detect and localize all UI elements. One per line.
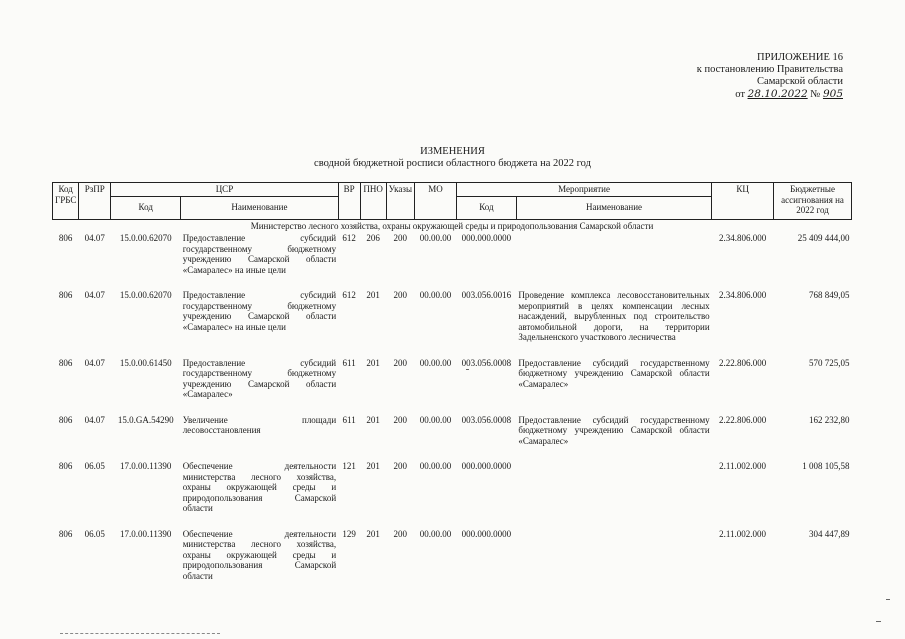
header-grbs: Код ГРБС <box>53 183 79 220</box>
csr-name-cell: Предоставление субсидий государственному бюджетному учреждению Самарской области «Самаралес» на иные цели <box>182 233 337 275</box>
amount-cell: 25 409 444,00 <box>797 233 850 243</box>
mo-cell: 00.00.00 <box>419 414 452 425</box>
rzpr-cell: 06.05 <box>84 528 105 539</box>
event-code-cell: 003.056.0016 <box>461 290 512 300</box>
event-code-cell: 000.000.0000 <box>461 233 512 243</box>
handwritten-date: 28.10.2022 <box>747 88 808 100</box>
grbs-cell: 806 <box>58 290 73 300</box>
csr-code-cell: 15.0.00.61450 <box>119 357 172 368</box>
changes-table <box>52 182 852 595</box>
table-row <box>53 414 852 461</box>
table-body <box>53 232 852 595</box>
event-name-cell <box>516 232 711 289</box>
header-rzpr: РзПР <box>79 183 111 220</box>
vr-cell: 611 <box>342 414 356 425</box>
document-title <box>0 146 905 170</box>
scan-speck <box>876 621 881 622</box>
amount-cell: 570 725,05 <box>809 357 850 368</box>
table-row <box>53 289 852 357</box>
amount-cell: 768 849,05 <box>809 290 850 300</box>
header-pno: ПНО <box>360 183 386 220</box>
header-csr-code: Код <box>111 196 181 219</box>
ministry-row <box>53 219 852 232</box>
grbs-cell: 806 <box>58 528 73 539</box>
grbs-cell: 806 <box>58 461 73 471</box>
ukazy-cell: 200 <box>393 414 408 425</box>
header-csr-name: Наименование <box>181 196 338 219</box>
table-row <box>53 357 852 414</box>
rzpr-cell: 04.07 <box>84 290 105 300</box>
csr-name-cell: Предоставление субсидий государственному бюджетному учреждению Самарской области «Самаралес» на иные цели <box>182 290 337 332</box>
pno-cell: 201 <box>366 461 380 471</box>
ukazy-cell: 200 <box>393 290 408 300</box>
csr-name-cell: Обеспечение деятельности министерства лесного хозяйства, охраны окружающей среды и природопользования Самарской области <box>182 528 337 581</box>
appendix-line: Самарской области <box>757 76 843 87</box>
event-name-cell <box>516 460 711 528</box>
appendix-line: к постановлению Правительства <box>696 64 843 75</box>
pno-cell: 201 <box>366 290 380 300</box>
csr-name-cell: Обеспечение деятельности министерства лесного хозяйства, охраны окружающей среды и природопользования Самарской области <box>182 461 337 513</box>
header-kc: КЦ <box>712 183 774 220</box>
header-event: Мероприятие <box>456 183 711 197</box>
header-budget: Бюджетные ассигнования на 2022 год <box>774 183 852 220</box>
ukazy-cell: 200 <box>393 233 408 243</box>
scan-artifact <box>60 633 220 638</box>
grbs-cell: 806 <box>58 357 73 368</box>
appendix-title: ПРИЛОЖЕНИЕ 16 <box>757 52 843 63</box>
event-code-cell: 003.056.0008 <box>461 357 512 368</box>
rzpr-cell: 06.05 <box>84 461 105 471</box>
vr-cell: 611 <box>342 357 356 368</box>
csr-code-cell: 15.0.00.62070 <box>119 233 172 243</box>
csr-name-cell: Увеличение площади лесовосстановления <box>182 414 337 435</box>
pno-cell: 201 <box>366 357 380 368</box>
header-row <box>53 183 852 197</box>
vr-cell: 612 <box>342 233 356 243</box>
csr-code-cell: 17.0.00.11390 <box>120 461 172 471</box>
table-row <box>53 460 852 528</box>
ukazy-cell: 200 <box>393 461 408 471</box>
event-name-cell <box>516 528 711 596</box>
kc-cell: 2.22.806.000 <box>718 414 767 425</box>
title-subheading: сводной бюджетной росписи областного бюджета на 2022 год <box>314 158 591 169</box>
kc-cell: 2.34.806.000 <box>718 233 767 243</box>
scan-speck <box>466 369 469 370</box>
kc-cell: 2.11.002.000 <box>719 461 767 471</box>
rzpr-cell: 04.07 <box>84 357 105 368</box>
amount-cell: 162 232,80 <box>809 414 850 425</box>
table-row <box>53 528 852 596</box>
date-prefix: от <box>735 89 745 100</box>
header-event-name: Наименование <box>516 196 711 219</box>
table-row <box>53 232 852 289</box>
vr-cell: 121 <box>342 461 356 471</box>
kc-cell: 2.22.806.000 <box>718 357 767 368</box>
header-csr: ЦСР <box>111 183 338 197</box>
mo-cell: 00.00.00 <box>419 290 452 300</box>
ukazy-cell: 200 <box>393 357 408 368</box>
event-name-cell: Предоставление субсидий государственному бюджетному учреждению Самарской области «Самаралес» <box>518 414 710 446</box>
csr-code-cell: 15.0.GA.54290 <box>117 414 174 425</box>
csr-name-cell: Предоставление субсидий государственному бюджетному учреждению Самарской области «Самаралес» <box>182 357 337 399</box>
header-event-code: Код <box>456 196 516 219</box>
rzpr-cell: 04.07 <box>84 233 105 243</box>
appendix-date-line <box>697 88 843 101</box>
number-prefix: № <box>810 89 821 100</box>
pno-cell: 206 <box>366 233 380 243</box>
event-code-cell: 003.056.0008 <box>461 414 512 425</box>
mo-cell: 00.00.00 <box>419 461 452 471</box>
kc-cell: 2.11.002.000 <box>719 528 767 539</box>
scan-speck <box>886 599 890 600</box>
appendix-block <box>697 52 843 101</box>
ministry-name: Министерство лесного хозяйства, охраны окружающей среды и природопользования Самарской области <box>250 220 654 231</box>
mo-cell: 00.00.00 <box>419 233 452 243</box>
event-code-cell: 000.000.0000 <box>461 461 512 471</box>
csr-code-cell: 15.0.00.62070 <box>119 290 172 300</box>
vr-cell: 612 <box>342 290 356 300</box>
event-code-cell: 000.000.0000 <box>461 528 512 539</box>
rzpr-cell: 04.07 <box>84 414 105 425</box>
event-name-cell: Предоставление субсидий государственному бюджетному учреждению Самарской области «Самаралес» <box>518 357 710 389</box>
csr-code-cell: 17.0.00.11390 <box>120 528 172 539</box>
mo-cell: 00.00.00 <box>419 528 452 539</box>
grbs-cell: 806 <box>58 414 73 425</box>
header-mo: МО <box>415 183 457 220</box>
header-vr: ВР <box>338 183 360 220</box>
pno-cell: 201 <box>366 414 380 425</box>
mo-cell: 00.00.00 <box>419 357 452 368</box>
header-ukazy: Указы <box>386 183 414 220</box>
vr-cell: 129 <box>342 528 356 539</box>
pno-cell: 201 <box>366 528 380 539</box>
kc-cell: 2.34.806.000 <box>718 290 767 300</box>
event-name-cell: Проведение комплекса лесовосстановительных мероприятий в целях компенсации лесных насаждений, вырубленных под строительство автомобильной дороги, на территории Задельненского участкового лесничества <box>518 290 710 342</box>
grbs-cell: 806 <box>58 233 73 243</box>
amount-cell: 304 447,89 <box>809 528 850 539</box>
title-heading: ИЗМЕНЕНИЯ <box>420 146 485 157</box>
amount-cell: 1 008 105,58 <box>802 461 850 471</box>
handwritten-number: 905 <box>822 88 843 100</box>
ukazy-cell: 200 <box>393 528 408 539</box>
